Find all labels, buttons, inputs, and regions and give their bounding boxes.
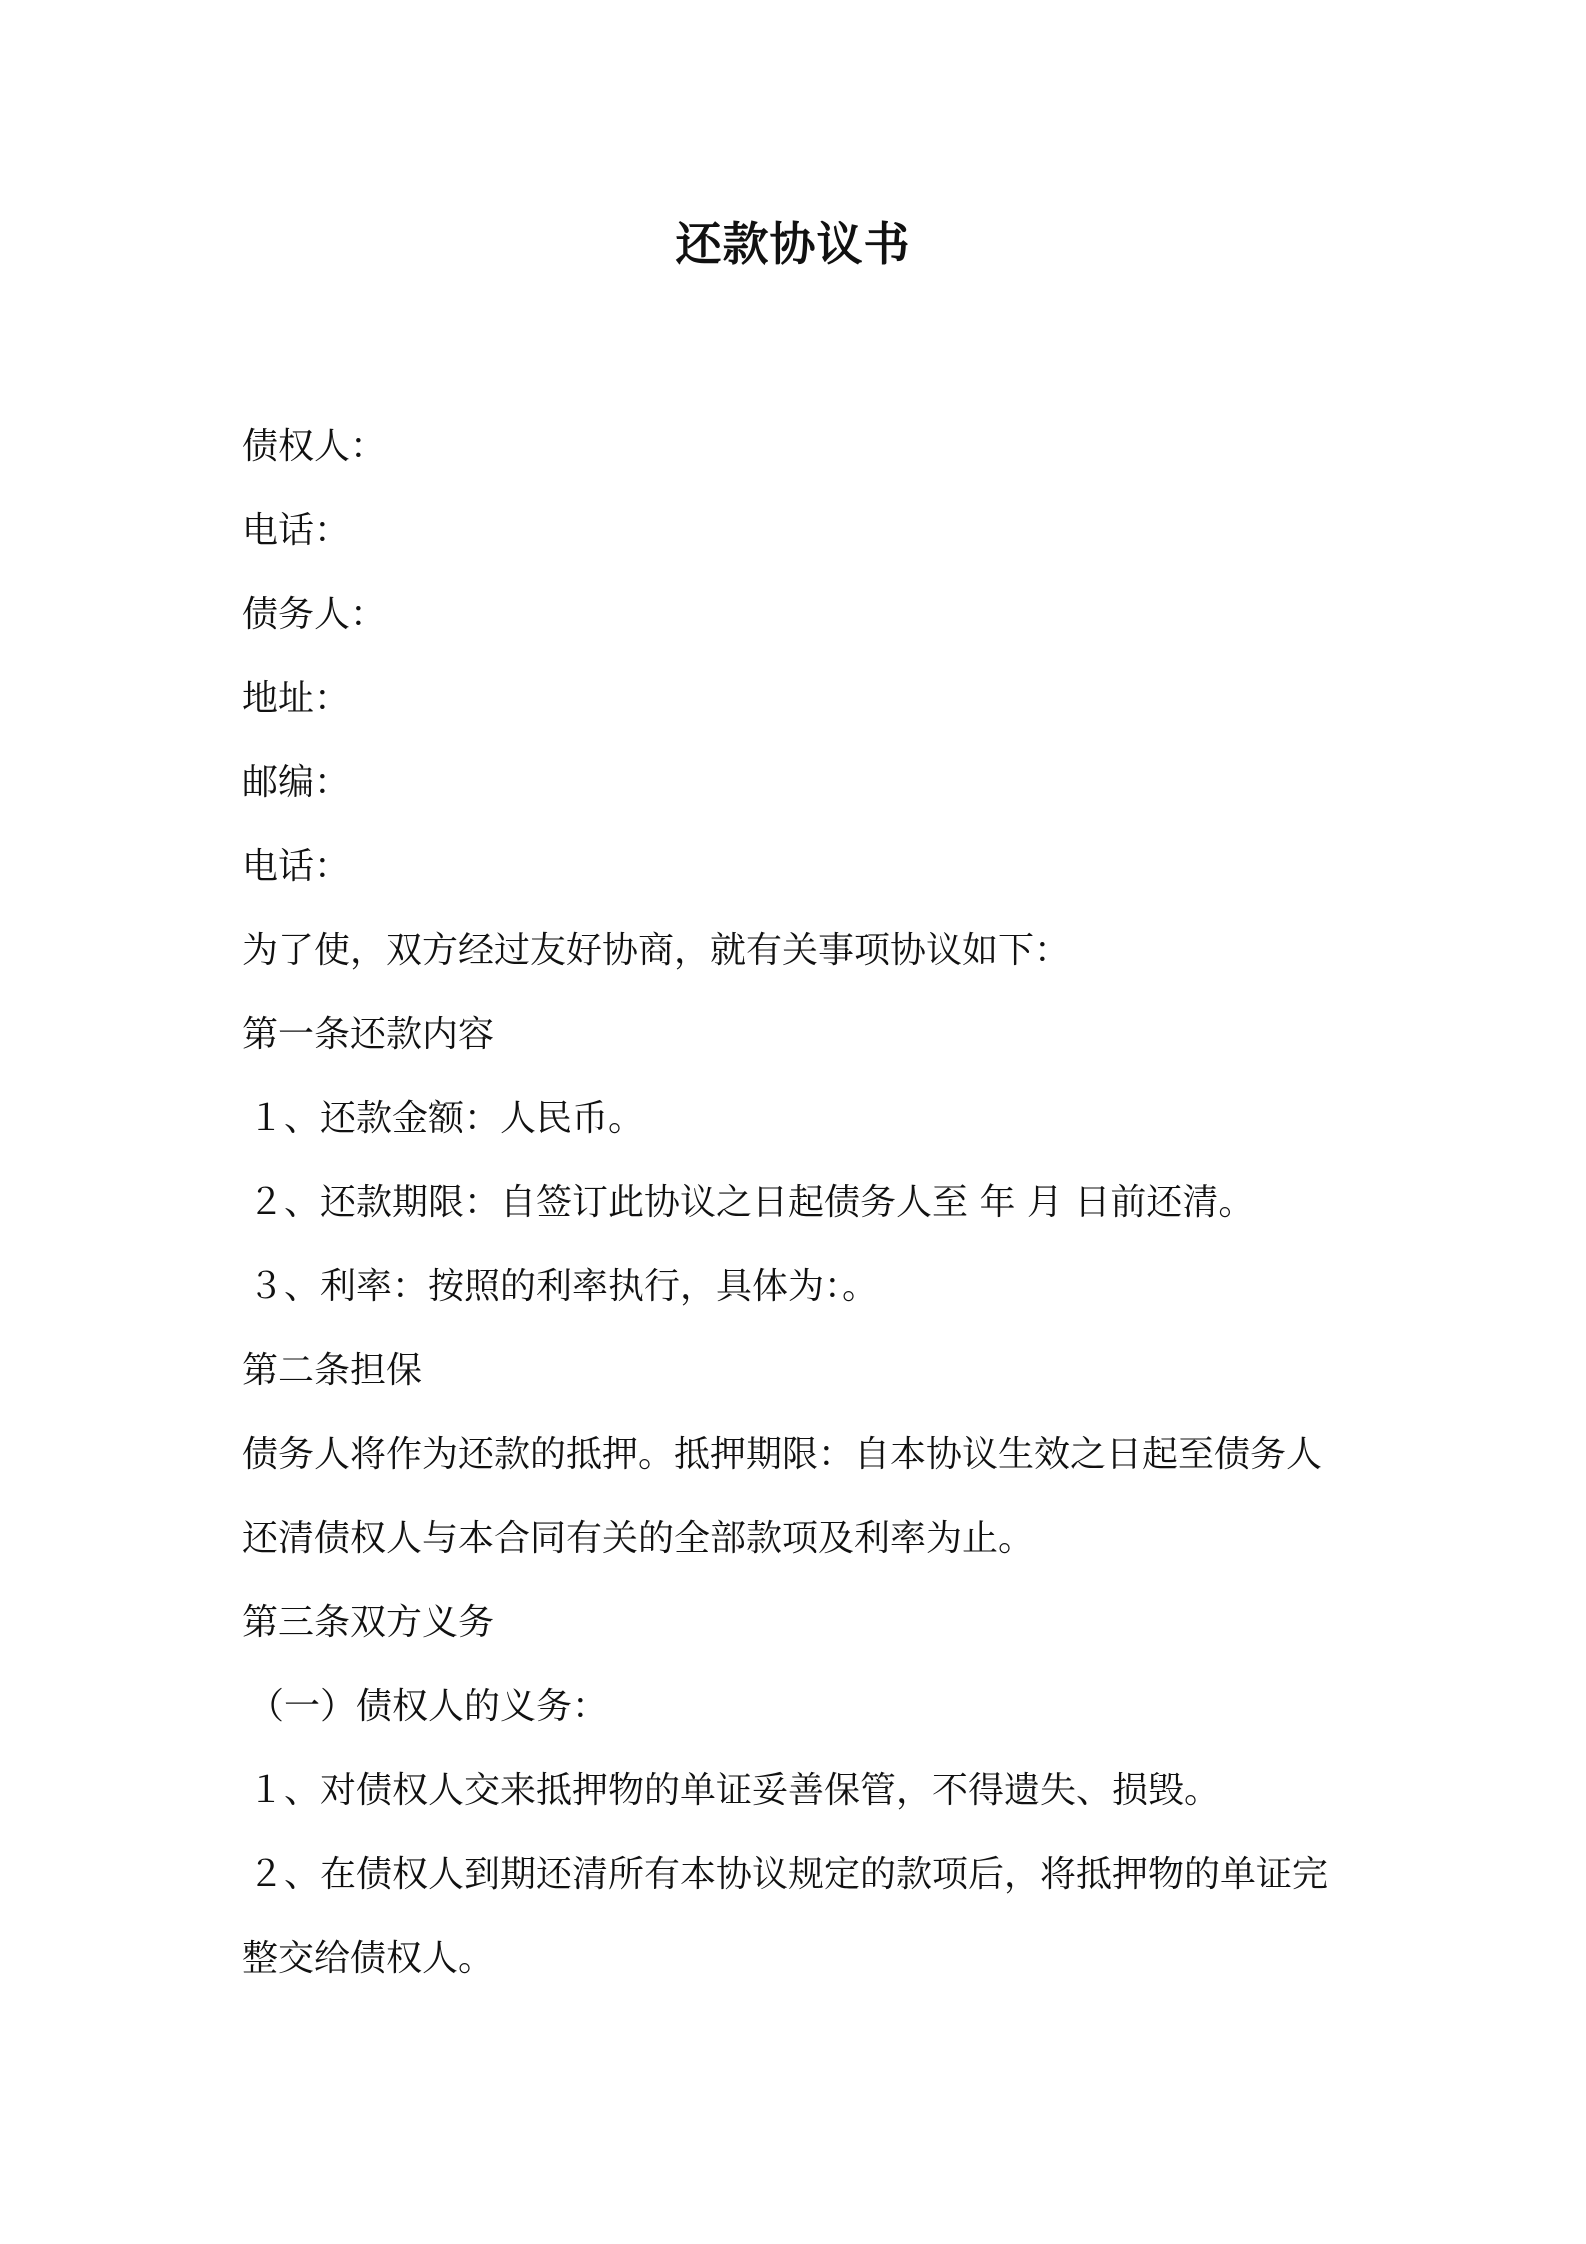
preamble-line: 为了使，双方经过友好协商，就有关事项协议如下：: [242, 930, 1071, 971]
creditor-phone-line: 电话：: [242, 510, 351, 551]
document-title: 还款协议书: [675, 217, 911, 271]
address-line: 地址：: [242, 678, 351, 719]
article-1-item-2: ２、还款期限：自签订此协议之日起债务人至 年 月 日前还清。: [248, 1182, 1255, 1223]
creditor-duty-1: １、对债权人交来抵押物的单证妥善保管，不得遗失、损毁。: [248, 1770, 1221, 1811]
article-1-item-1: １、还款金额：人民币。: [248, 1098, 645, 1139]
creditor-duties-heading: （一）债权人的义务：: [248, 1686, 609, 1727]
creditor-line: 债权人：: [242, 426, 387, 467]
article-2-text-line-1: 债务人将作为还款的抵押。抵押期限：自本协议生效之日起至债务人: [242, 1434, 1323, 1475]
article-3-heading: 第三条双方义务: [242, 1602, 495, 1643]
document-body: [242, 405, 1362, 2001]
article-2-text-line-2: 还清债权人与本合同有关的全部款项及利率为止。: [242, 1518, 1035, 1559]
creditor-duty-2-line-1: ２、在债权人到期还清所有本协议规定的款项后，将抵押物的单证完: [248, 1854, 1329, 1895]
postcode-line: 邮编：: [242, 762, 351, 803]
article-1-heading: 第一条还款内容: [242, 1014, 495, 1055]
creditor-duty-2-line-2: 整交给债权人。: [242, 1938, 495, 1979]
debtor-line: 债务人：: [242, 594, 387, 635]
article-2-heading: 第二条担保: [242, 1350, 423, 1391]
debtor-phone-line: 电话：: [242, 846, 351, 887]
article-1-item-3: ３、利率：按照的利率执行，具体为：。: [248, 1266, 879, 1307]
